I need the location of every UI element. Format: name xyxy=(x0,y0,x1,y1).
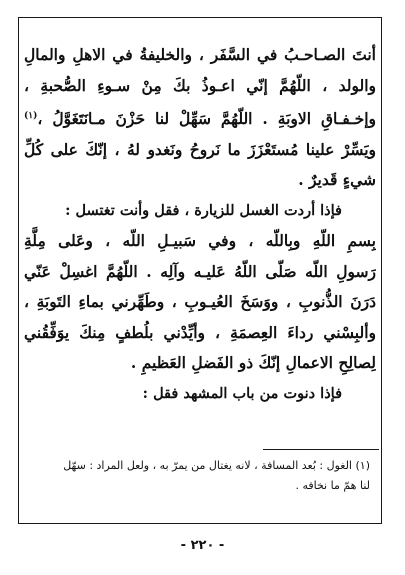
body-line-4: ويَسِّرْ علينا مُستَعْزَزَ ما نَروحُ ونَغدو لهُ ، إنّكَ على كُلِّ xyxy=(24,139,376,159)
footnote-divider xyxy=(263,449,379,450)
footnote-line-1: (١) الغول : بُعد المسافة ، لانه يغتال من يمرّ به ، ولعل المراد : سهّل xyxy=(63,459,370,472)
body-line-2: والولد ، اللّهُمَّ إنّي اعـوذُ بكَ مِنْ سـوءِ الصُّحبةِ ، xyxy=(24,75,376,95)
footnote-reference: (١) xyxy=(24,111,38,121)
prayer-line-5: لِصالِحِ الاعمالِ إنّكَ ذو الفَضلِ العَظيمِ . xyxy=(130,353,376,373)
heading-shrine-door: فإذا دنوت من باب المشهد فقل : xyxy=(142,384,342,402)
prayer-line-4: وألبِسْني رداءَ العِصمَةِ ، وأيِّدْني بلُطفٍ مِنكَ يوَفِّقُني xyxy=(24,322,376,342)
footnote xyxy=(30,456,370,496)
heading-ghusl: فإذا أردت الغسل للزيارة ، فقل وأنت تغتسل : xyxy=(65,201,342,219)
prayer-line-3: دَرَنَ الذُّنوبِ ، ووَسَخَ العُيـوبِ ، وطَهِّرني بماءِ التَوبَةِ ، xyxy=(24,292,376,312)
page-number: - ٢٢٠ - xyxy=(180,538,225,553)
footnote-line-2: لنا همّ ما نخافه . xyxy=(295,479,370,492)
prayer-line-2: رَسولِ اللّه صَلّى اللّهُ عَليـه وآلِه . اللّهُمَّ اغسِلْ عَنّي xyxy=(24,261,376,281)
body-line-5: شيءٍ قَديرٌ . xyxy=(298,170,376,190)
page-text xyxy=(24,40,376,409)
body-line-3-text: وإخـفـاقِ الاوبَةِ . اللّهُمَّ سَهِّلْ لنا حَزْنَ مـانَتَغَوَّلُ ، xyxy=(37,109,376,129)
prayer-line-1: بِسمِ اللّهِ وبِاللّه ، وفي سَبيـلِ اللّه ، وعَلى مِلَّةِ xyxy=(24,231,376,251)
body-line-3 xyxy=(24,101,376,135)
body-line-1: أنتَ الصـاحـبُ في السَّفَر ، والخليفةُ في الاهلِ والمالِ xyxy=(24,45,376,64)
